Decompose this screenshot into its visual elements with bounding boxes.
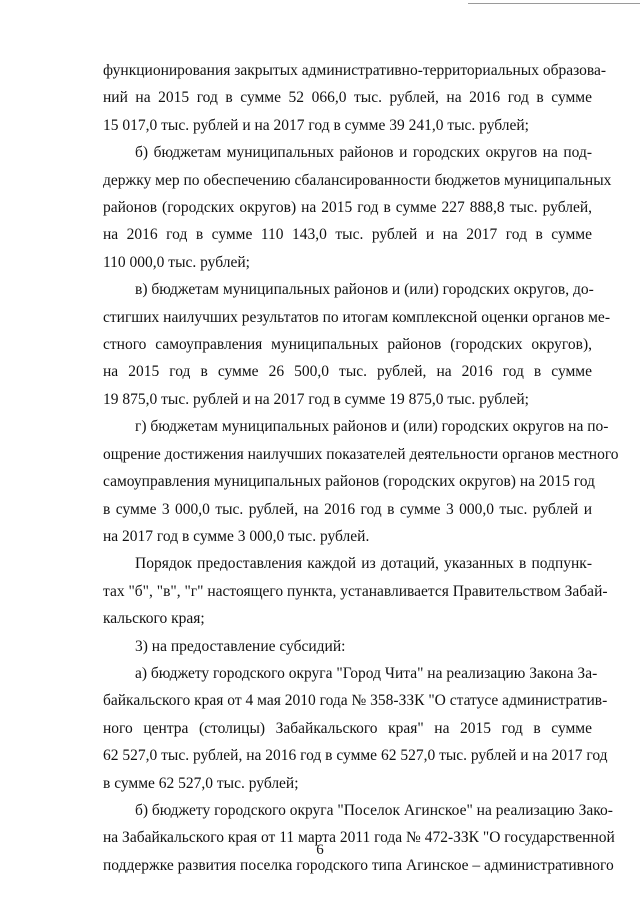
text-line: г) бюджетам муниципальных районов и (или) городских округов на по- — [135, 418, 609, 436]
text-line: на Забайкальского края от 11 марта 2011 года № 472-ЗЗК "О государственной — [103, 829, 615, 847]
text-line: поддержке развития поселка городского типа Агинское – административного — [103, 856, 614, 874]
text-line: в сумме 3 000,0 тыс. рублей, на 2016 год в сумме 3 000,0 тыс. рублей и — [103, 500, 592, 518]
text-line: на 2016 год в сумме 110 143,0 тыс. рублей и на 2017 год в сумме — [103, 226, 592, 244]
text-line: держку мер по обеспечению сбалансированности бюджетов муниципальных — [103, 171, 612, 189]
paragraph-1 — [103, 57, 607, 139]
text-line: 19 875,0 тыс. рублей и на 2017 год в сумме 19 875,0 тыс. рублей; — [103, 390, 529, 408]
page-number: 6 — [316, 842, 324, 858]
paragraph-3 — [103, 276, 610, 413]
text-line: 62 527,0 тыс. рублей, на 2016 год в сумме 62 527,0 тыс. рублей и на 2017 год — [103, 747, 608, 765]
text-line: функционирования закрытых административно-территориальных образова- — [103, 62, 607, 79]
paragraph-7 — [103, 660, 608, 797]
text-line: байкальского края от 4 мая 2010 года № 358-ЗЗК "О статусе административ- — [103, 692, 608, 710]
text-line: районов (городских округов) на 2015 год в сумме 227 888,8 тыс. рублей, — [103, 199, 592, 217]
paragraph-2 — [103, 139, 612, 276]
text-line: Порядок предоставления каждой из дотаций, указанных в подпунк- — [135, 555, 592, 573]
text-line: ного центра (столицы) Забайкальского края" на 2015 год в сумме — [103, 719, 592, 737]
text-line: 3) на предоставление субсидий: — [135, 637, 346, 655]
text-line: на 2017 год в сумме 3 000,0 тыс. рублей. — [103, 527, 370, 545]
text-line: кальского края; — [103, 610, 205, 628]
text-line: стного самоуправления муниципальных районов (городских округов), — [103, 336, 592, 354]
paragraph-8 — [103, 797, 615, 879]
text-line: б) бюджетам муниципальных районов и городских округов на под- — [135, 144, 592, 162]
paragraph-6 — [103, 633, 592, 660]
paragraph-5 — [103, 550, 608, 632]
text-line: на 2015 год в сумме 26 500,0 тыс. рублей, на 2016 год в сумме — [103, 363, 592, 381]
page-body — [103, 57, 619, 879]
paragraph-4 — [103, 413, 619, 550]
text-line: тах "б", "в", "г" настоящего пункта, устанавливается Правительством Забай- — [103, 582, 608, 600]
text-line: б) бюджету городского округа "Поселок Агинское" на реализацию Зако- — [135, 801, 613, 819]
text-line: стигших наилучших результатов по итогам комплексной оценки органов ме- — [103, 308, 610, 326]
text-line: в сумме 62 527,0 тыс. рублей; — [103, 774, 299, 792]
text-line: 15 017,0 тыс. рублей и на 2017 год в сумме 39 241,0 тыс. рублей; — [103, 116, 529, 134]
text-line: в) бюджетам муниципальных районов и (или) городских округов, до- — [135, 281, 594, 299]
text-line: 110 000,0 тыс. рублей; — [103, 253, 250, 271]
top-edge-rule — [468, 3, 640, 4]
text-line: а) бюджету городского округа "Город Чита" на реализацию Закона За- — [135, 664, 598, 682]
paragraph-list — [103, 57, 619, 879]
text-line: ний на 2015 год в сумме 52 066,0 тыс. рублей, на 2016 год в сумме — [103, 89, 592, 107]
text-line: самоуправления муниципальных районов (городских округов) на 2015 год — [103, 473, 595, 491]
text-line: ощрение достижения наилучших показателей деятельности органов местного — [103, 445, 619, 463]
